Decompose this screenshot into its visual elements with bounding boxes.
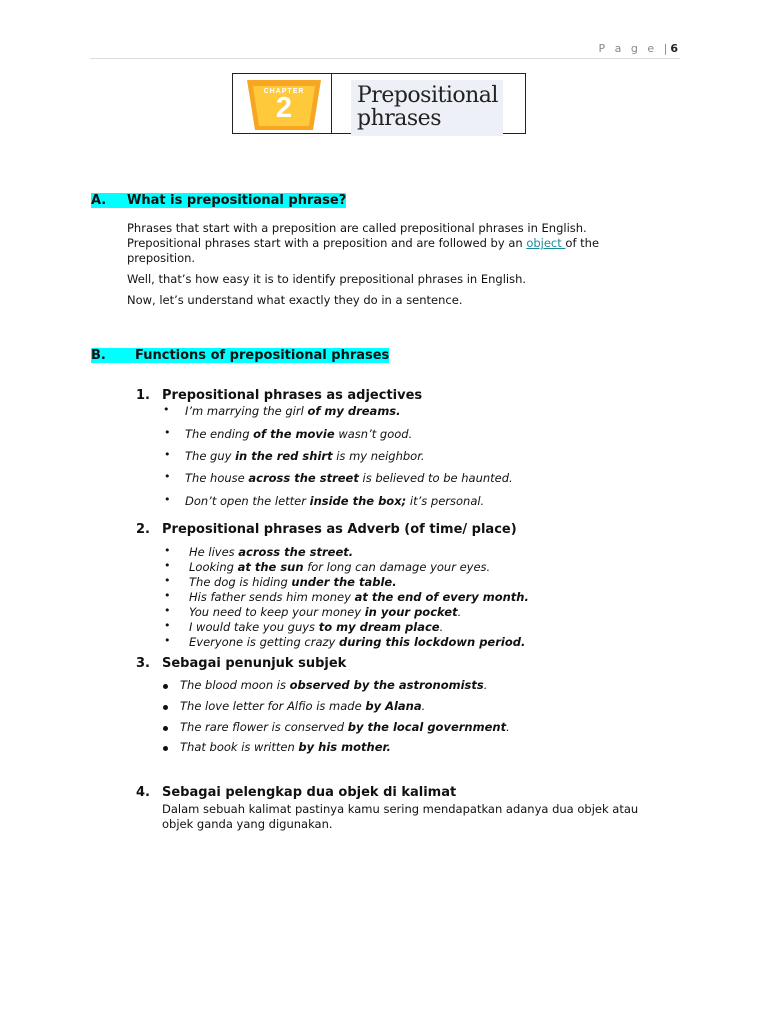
section-a-title: What is prepositional phrase? (127, 193, 347, 208)
section-a-letter: A. (91, 193, 107, 208)
section-a-p2-cont: preposition. (127, 251, 196, 265)
list-item: He lives across the street. (189, 545, 354, 559)
bullet-dot (163, 726, 168, 731)
chapter-title-box (232, 73, 526, 134)
section-b-letter: B. (91, 348, 106, 363)
list-item: I’m marrying the girl of my dreams. (185, 404, 401, 418)
bullet-dot (163, 684, 168, 689)
list1-heading: 1. Prepositional phrases as adjectives (136, 388, 423, 403)
list-item: The love letter for Alfio is made by Alana. (180, 699, 426, 713)
list4-line2: objek ganda yang digunakan. (162, 817, 333, 831)
section-b-heading (91, 348, 389, 363)
list-item: I would take you guys to my dream place. (189, 620, 444, 634)
page-label: P a g e (598, 42, 658, 55)
section-a-heading (91, 193, 346, 208)
list-item: Don’t open the letter inside the box; it’s personal. (185, 494, 485, 508)
chapter-badge (247, 80, 321, 130)
header-rule (90, 58, 680, 59)
section-a-p2: Prepositional phrases start with a preposition and are followed by an object of the (127, 236, 600, 250)
list-item: The house across the street is believed to be haunted. (185, 471, 513, 485)
chapter-badge-label: CHAPTER (263, 88, 305, 95)
list-item: Looking at the sun for long can damage your eyes. (189, 560, 491, 574)
list4-line1: Dalam sebuah kalimat pastinya kamu sering mendapatkan adanya dua objek atau (162, 802, 639, 816)
list-item: The dog is hiding under the table. (189, 575, 397, 589)
section-a-p4: Now, let’s understand what exactly they do in a sentence. (127, 293, 463, 307)
chapter-title-line1: Prepositional (357, 83, 498, 108)
list4-body (162, 802, 682, 832)
section-b-title: Functions of prepositional phrases (135, 348, 390, 363)
section-a-p1: Phrases that start with a preposition are called prepositional phrases in English. (127, 221, 587, 235)
page-header (599, 42, 679, 55)
list-item: The blood moon is observed by the astronomists. (180, 678, 488, 692)
chapter-title-panel (351, 80, 503, 136)
list2-heading: 2. Prepositional phrases as Adverb (of time/ place) (136, 522, 517, 537)
list-item: Everyone is getting crazy during this lockdown period. (189, 635, 526, 649)
list-item: The ending of the movie wasn’t good. (185, 427, 413, 441)
bullet-dot (163, 705, 168, 710)
list-item: The guy in the red shirt is my neighbor. (185, 449, 425, 463)
list1-bullet: • (163, 403, 170, 416)
section-a-p3: Well, that’s how easy it is to identify prepositional phrases in English. (127, 272, 527, 286)
list3-heading: 3. Sebagai penunjuk subjek (136, 656, 347, 671)
bullet-dot (163, 746, 168, 751)
page-separator: | (663, 42, 671, 55)
section-a-body (127, 221, 657, 308)
page-number: 6 (670, 42, 678, 55)
list-item: His father sends him money at the end of every month. (189, 590, 529, 604)
title-box-divider (331, 74, 332, 133)
list4-heading: 4. Sebagai pelengkap dua objek di kalimat (136, 785, 457, 800)
chapter-title-line2: phrases (357, 106, 441, 131)
object-link[interactable]: object (526, 236, 566, 250)
list-item: The rare flower is conserved by the local government. (180, 720, 510, 734)
list-item: You need to keep your money in your pocket. (189, 605, 462, 619)
list-item: That book is written by his mother. (180, 740, 391, 754)
chapter-badge-number: 2 (275, 92, 293, 124)
